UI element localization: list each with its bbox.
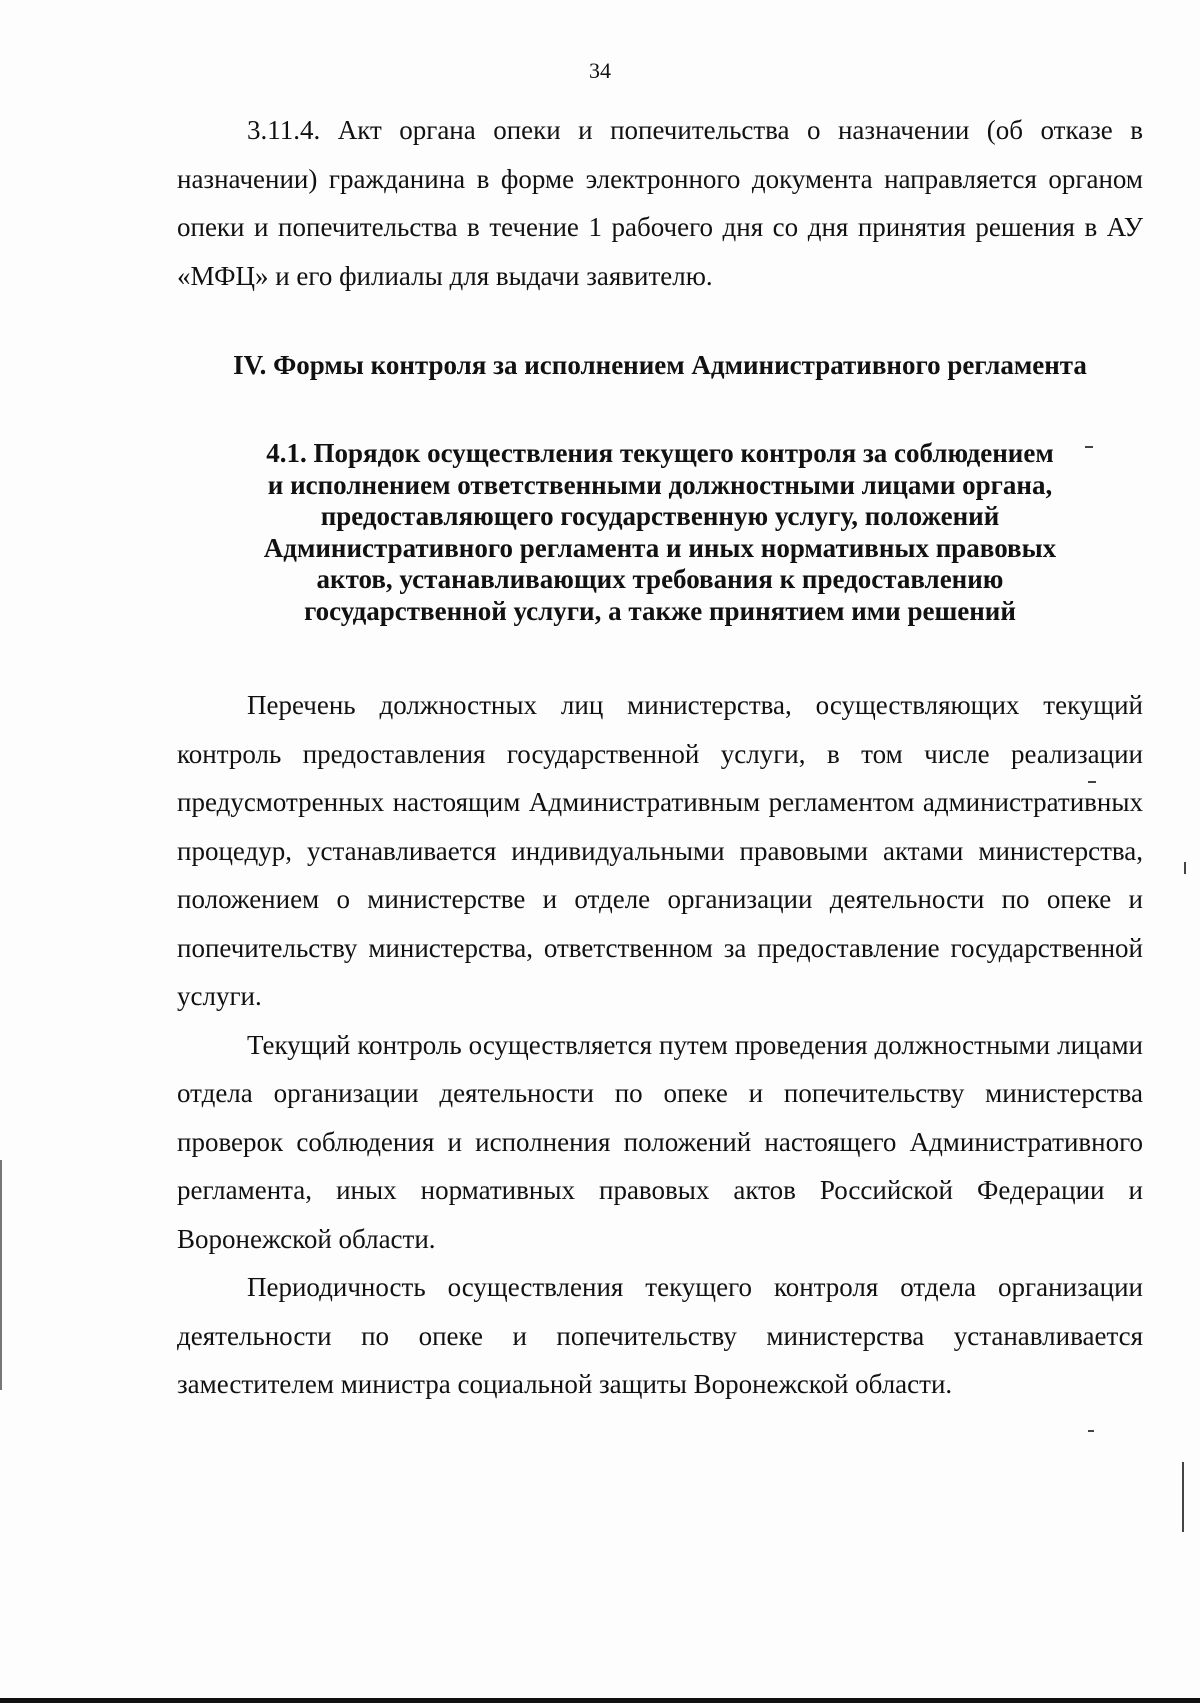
scan-mark	[1182, 1462, 1184, 1532]
scan-mark	[1184, 862, 1186, 874]
paragraph-current-control: Текущий контроль осуществляется путем проведения должностными лицами отдела организации деятельности по опеке и попечительству министерства проверок соблюдения и исполнения положений настоящего Административного регламента, иных нормативных правовых актов Российской Федерации и Воронежской области.	[177, 1029, 1143, 1254]
subsection-title-line: предоставляющего государственную услугу, положений	[320, 501, 1000, 531]
scan-bottom-edge	[0, 1698, 1200, 1703]
subsection-title	[177, 438, 1143, 681]
paragraph-officials-list: Перечень должностных лиц министерства, осуществляющих текущий контроль предоставления государственной услуги, в том числе реализации предусмотренных настоящим Административным регламентом административных процедур, устанавливается индивидуальными правовыми актами министерства, положением о министерстве и отделе организации деятельности по опеке и попечительству министерства, ответственном за предоставление государственной услуги.	[177, 690, 1143, 1011]
document-content	[177, 106, 1143, 1409]
paragraph-periodicity: Периодичность осуществления текущего контроля отдела организации деятельности по опеке и попечительству министерства устанавливается заместителем министра социальной защиты Воронежской области.	[177, 1272, 1143, 1399]
subsection-title-line: государственной услуги, а также принятием ими решений	[304, 595, 1016, 626]
subsection-title-line: Административного регламента и иных нормативных правовых	[263, 532, 1057, 563]
scan-mark	[1088, 1430, 1094, 1432]
scan-mark	[1088, 781, 1096, 783]
subsection-title-line: 4.1. Порядок осуществления текущего контроля за соблюдением	[266, 438, 1054, 468]
scan-mark	[1085, 446, 1093, 448]
paragraph-3-11-4: 3.11.4. Акт органа опеки и попечительства о назначении (об отказе в назначении) гражданина в форме электронного документа направляется органом опеки и попечительства в течение 1 рабочего дня со дня принятия решения в АУ «МФЦ» и его филиалы для выдачи заявителю.	[177, 115, 1143, 291]
page-number: 34	[589, 58, 611, 83]
subsection-title-line: актов, устанавливающих требования к предоставлению	[316, 564, 1004, 594]
section-title: IV. Формы контроля за исполнением Административного регламента	[233, 350, 1087, 380]
scan-edge-mark	[0, 1160, 2, 1390]
subsection-title-line: и исполнением ответственными должностными лицами органа,	[267, 469, 1053, 500]
